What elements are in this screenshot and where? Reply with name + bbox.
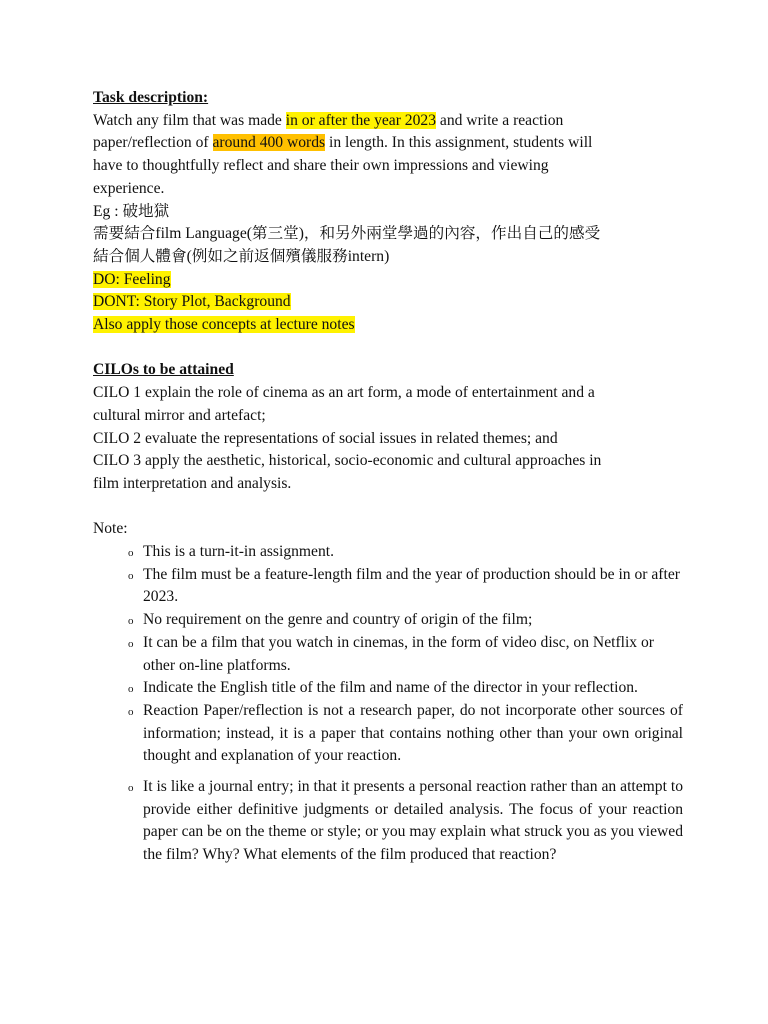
example-line: Eg : 破地獄 [93,202,170,220]
bullet-icon: o [128,615,134,628]
cilo-line: CILO 1 explain the role of cinema as an art form, a mode of entertainment and a [93,384,595,402]
task-line-3: have to thoughtfully reflect and share their own impressions and viewing [93,157,549,175]
note-text: Reaction Paper/reflection is not a research paper, do not incorporate other sources of information; instead, it is a paper that contains nothing other than your own original thought and explanation of your reaction. [143,701,683,765]
note-text: No requirement on the genre and country of origin of the film; [143,611,533,629]
note-text: Indicate the English title of the film and name of the director in your reflection. [143,679,638,697]
bullet-icon: o [128,569,134,582]
note-item [93,677,683,700]
task-text: Watch any film that was made [93,111,286,129]
task-line-4: experience. [93,179,165,197]
cilos-heading: CILOs to be attained [93,361,234,379]
note-list [93,541,683,867]
note-item [93,632,683,677]
note-text: The film must be a feature-length film and the year of production should be in or after 2023. [143,565,680,606]
note-text: It is like a journal entry; in that it presents a personal reaction rather than an attempt to provide either definitive judgments or detailed analysis. The focus of your reaction paper can be on the theme or style; or you may explain what struck you as you viewed the film? Why? What elements of the film produced that reaction? [143,778,683,864]
note-text: This is a turn-it-in assignment. [143,543,335,561]
task-text: in length. In this assignment, students will [325,134,593,152]
document-body [93,87,683,867]
dont-note: DONT: Story Plot, Background [93,293,291,311]
chinese-note-2: 結合個人體會(例如之前返個殯儀服務intern) [93,247,390,265]
task-line-2 [93,132,683,155]
note-item [93,541,683,564]
highlight-year: in or after the year 2023 [285,111,436,129]
note-item [93,776,683,867]
note-item [93,564,683,609]
bullet-icon: o [128,705,134,718]
bullet-icon: o [128,547,134,560]
lecture-note: Also apply those concepts at lecture notes [93,316,355,334]
cilo-line: CILO 3 apply the aesthetic, historical, socio-economic and cultural approaches in [93,452,602,470]
task-text: and write a reaction [436,111,564,129]
cilo-line: CILO 2 evaluate the representations of social issues in related themes; and [93,429,558,447]
highlight-word-count: around 400 words [212,134,326,152]
note-item [93,609,683,632]
cilo-line: cultural mirror and artefact; [93,406,266,424]
cilo-line: film interpretation and analysis. [93,474,292,492]
note-text: It can be a film that you watch in cinemas, in the form of video disc, on Netflix or other on-line platforms. [143,633,654,674]
do-note: DO: Feeling [93,270,171,288]
task-line-1 [93,110,683,133]
chinese-note-1: 需要結合film Language(第三堂)，和另外兩堂學過的內容，作出自己的感受 [93,225,601,243]
note-heading: Note: [93,520,128,538]
note-item [93,700,683,768]
bullet-icon: o [128,683,134,696]
task-text: paper/reflection of [93,134,213,152]
bullet-icon: o [128,782,134,795]
task-heading: Task description: [93,89,209,106]
bullet-icon: o [128,637,134,650]
